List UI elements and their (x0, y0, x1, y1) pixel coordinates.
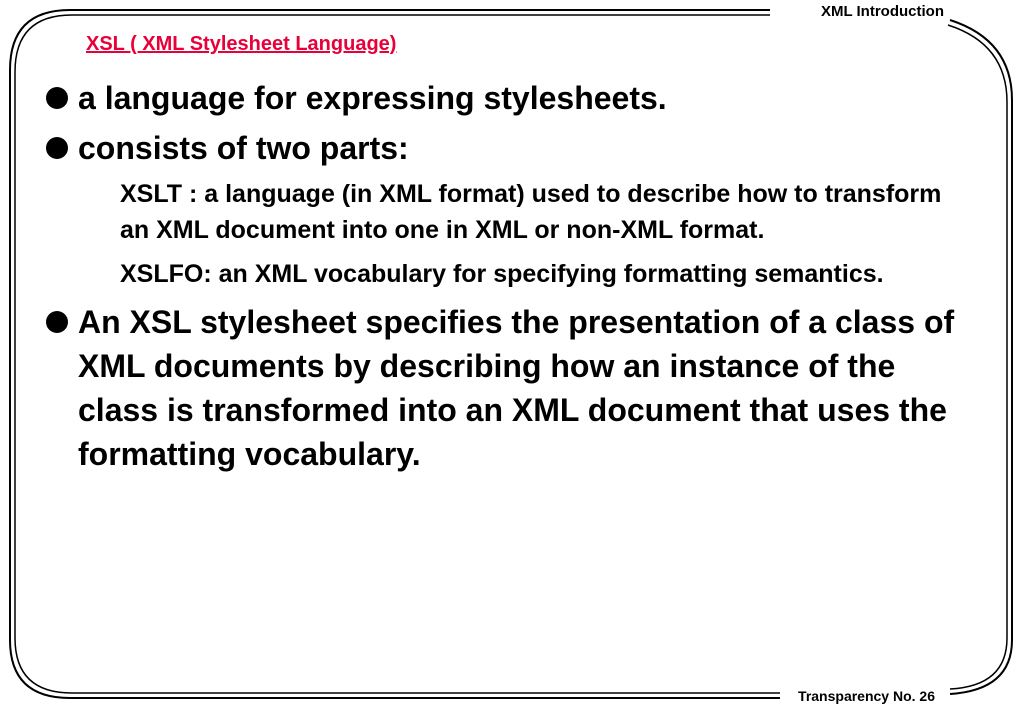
sub-bullet-text: XSLFO: an XML vocabulary for specifying formatting semantics. (120, 260, 884, 288)
bullet-item (44, 76, 974, 120)
bullet-item (44, 300, 974, 476)
bullet-dot-icon (44, 76, 78, 120)
bullet-dot-icon (44, 300, 78, 344)
bullet-text: An XSL stylesheet specifies the presentation of a class of XML documents by describing how an instance of the class is transformed into an XML document that uses the formatting vocabulary. (78, 304, 955, 472)
sub-bullet-marker-icon (92, 176, 120, 212)
footer-label: Transparency No. 26 (794, 688, 939, 704)
header-label: XML Introduction (817, 3, 948, 20)
slide-content (44, 76, 974, 482)
bullet-dot-icon (44, 126, 78, 170)
sub-bullet-item (92, 256, 974, 292)
sub-bullet-text: XSLT : a language (in XML format) used to describe how to transform an XML document into one in XML or non-XML format. (120, 180, 942, 244)
bullet-text: a language for expressing stylesheets. (78, 80, 667, 116)
sub-bullet-marker-icon (92, 256, 120, 292)
bullet-text: consists of two parts: (78, 130, 409, 166)
slide-title: XSL ( XML Stylesheet Language) (86, 33, 397, 55)
bullet-item (44, 126, 974, 170)
sub-bullet-item (92, 176, 974, 248)
